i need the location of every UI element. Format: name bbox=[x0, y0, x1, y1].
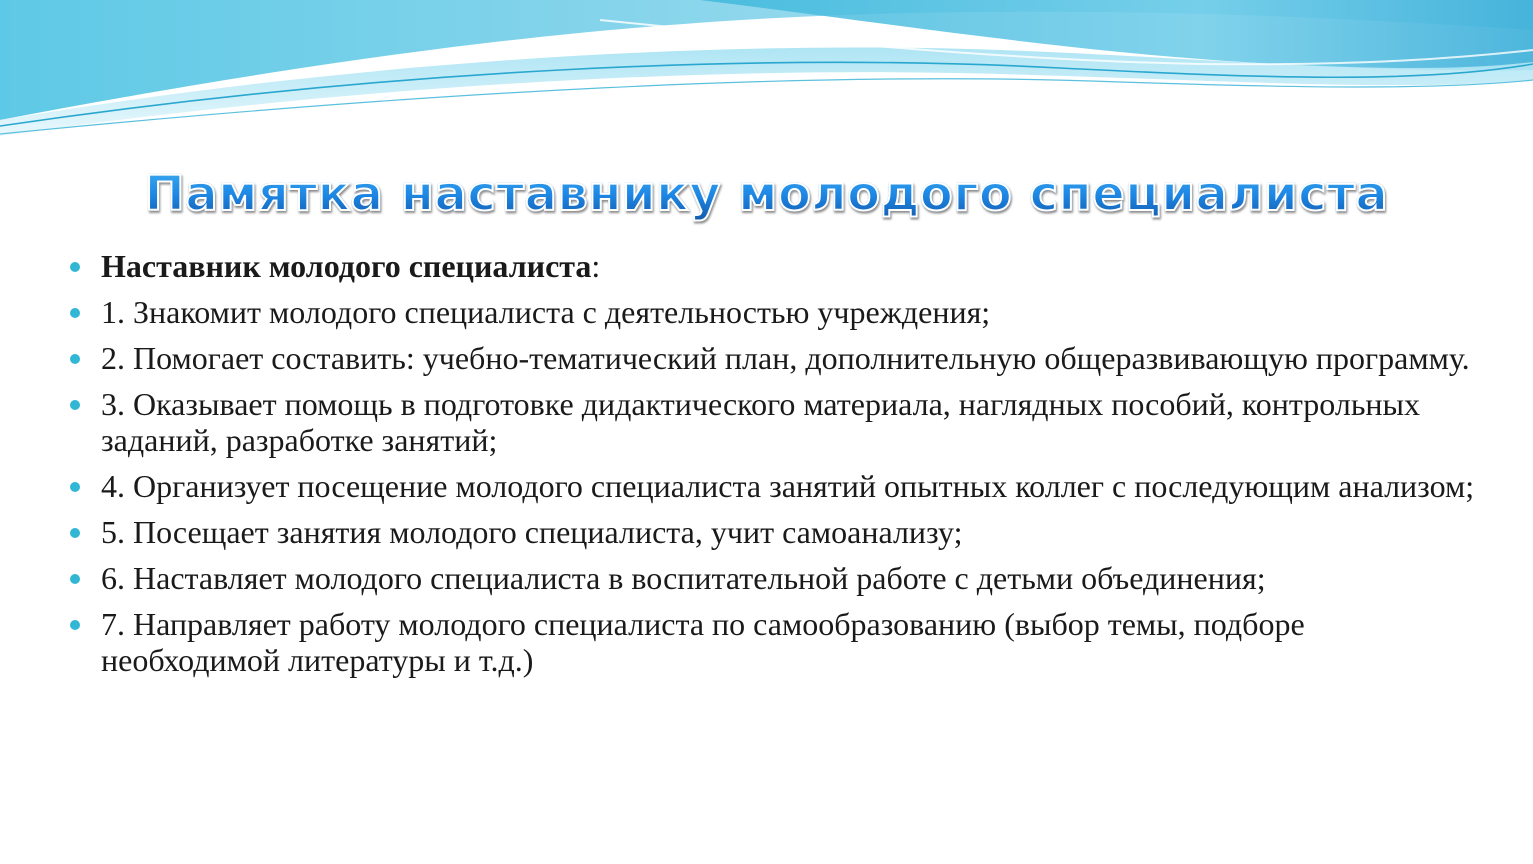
list-item-text: 6. Наставляет молодого специалиста в воспитательной работе с детьми объединения; bbox=[101, 560, 1266, 596]
bullet-dot-icon bbox=[70, 574, 80, 584]
bullet-dot-icon bbox=[70, 308, 80, 318]
bullet-list bbox=[70, 248, 1490, 688]
list-item bbox=[70, 294, 1490, 330]
list-item-text: 3. Оказывает помощь в подготовке дидактического материала, наглядных пособий, контрольных заданий, разработке занятий; bbox=[101, 386, 1421, 458]
lead-suffix: : bbox=[591, 248, 601, 284]
bullet-dot-icon bbox=[70, 354, 80, 364]
list-item-text: 7. Направляет работу молодого специалиста по самообразованию (выбор темы, подборе необходимой литературы и т.д.) bbox=[101, 606, 1305, 678]
list-item bbox=[70, 248, 1490, 284]
bullet-dot-icon bbox=[70, 528, 80, 538]
list-item bbox=[70, 468, 1490, 504]
list-item-text: 4. Организует посещение молодого специалиста занятий опытных коллег с последующим анализом; bbox=[101, 468, 1475, 504]
header-waves-decoration bbox=[0, 0, 1533, 150]
list-item bbox=[70, 386, 1490, 458]
bullet-dot-icon bbox=[70, 620, 80, 630]
bullet-dot-icon bbox=[70, 262, 80, 272]
list-item-text: 1. Знакомит молодого специалиста с деятельностью учреждения; bbox=[101, 294, 991, 330]
list-item-text: 5. Посещает занятия молодого специалиста, учит самоанализу; bbox=[101, 514, 963, 550]
list-item bbox=[70, 606, 1490, 678]
list-item bbox=[70, 340, 1490, 376]
list-item bbox=[70, 560, 1490, 596]
bullet-dot-icon bbox=[70, 400, 80, 410]
lead-bold-text: Наставник молодого специалиста bbox=[101, 248, 592, 284]
bullet-dot-icon bbox=[70, 482, 80, 492]
list-item-text: 2. Помогает составить: учебно-тематический план, дополнительную общеразвивающую программу. bbox=[101, 340, 1470, 376]
slide-title: Памятка наставнику молодого специалиста bbox=[0, 152, 1533, 236]
list-item bbox=[70, 514, 1490, 550]
